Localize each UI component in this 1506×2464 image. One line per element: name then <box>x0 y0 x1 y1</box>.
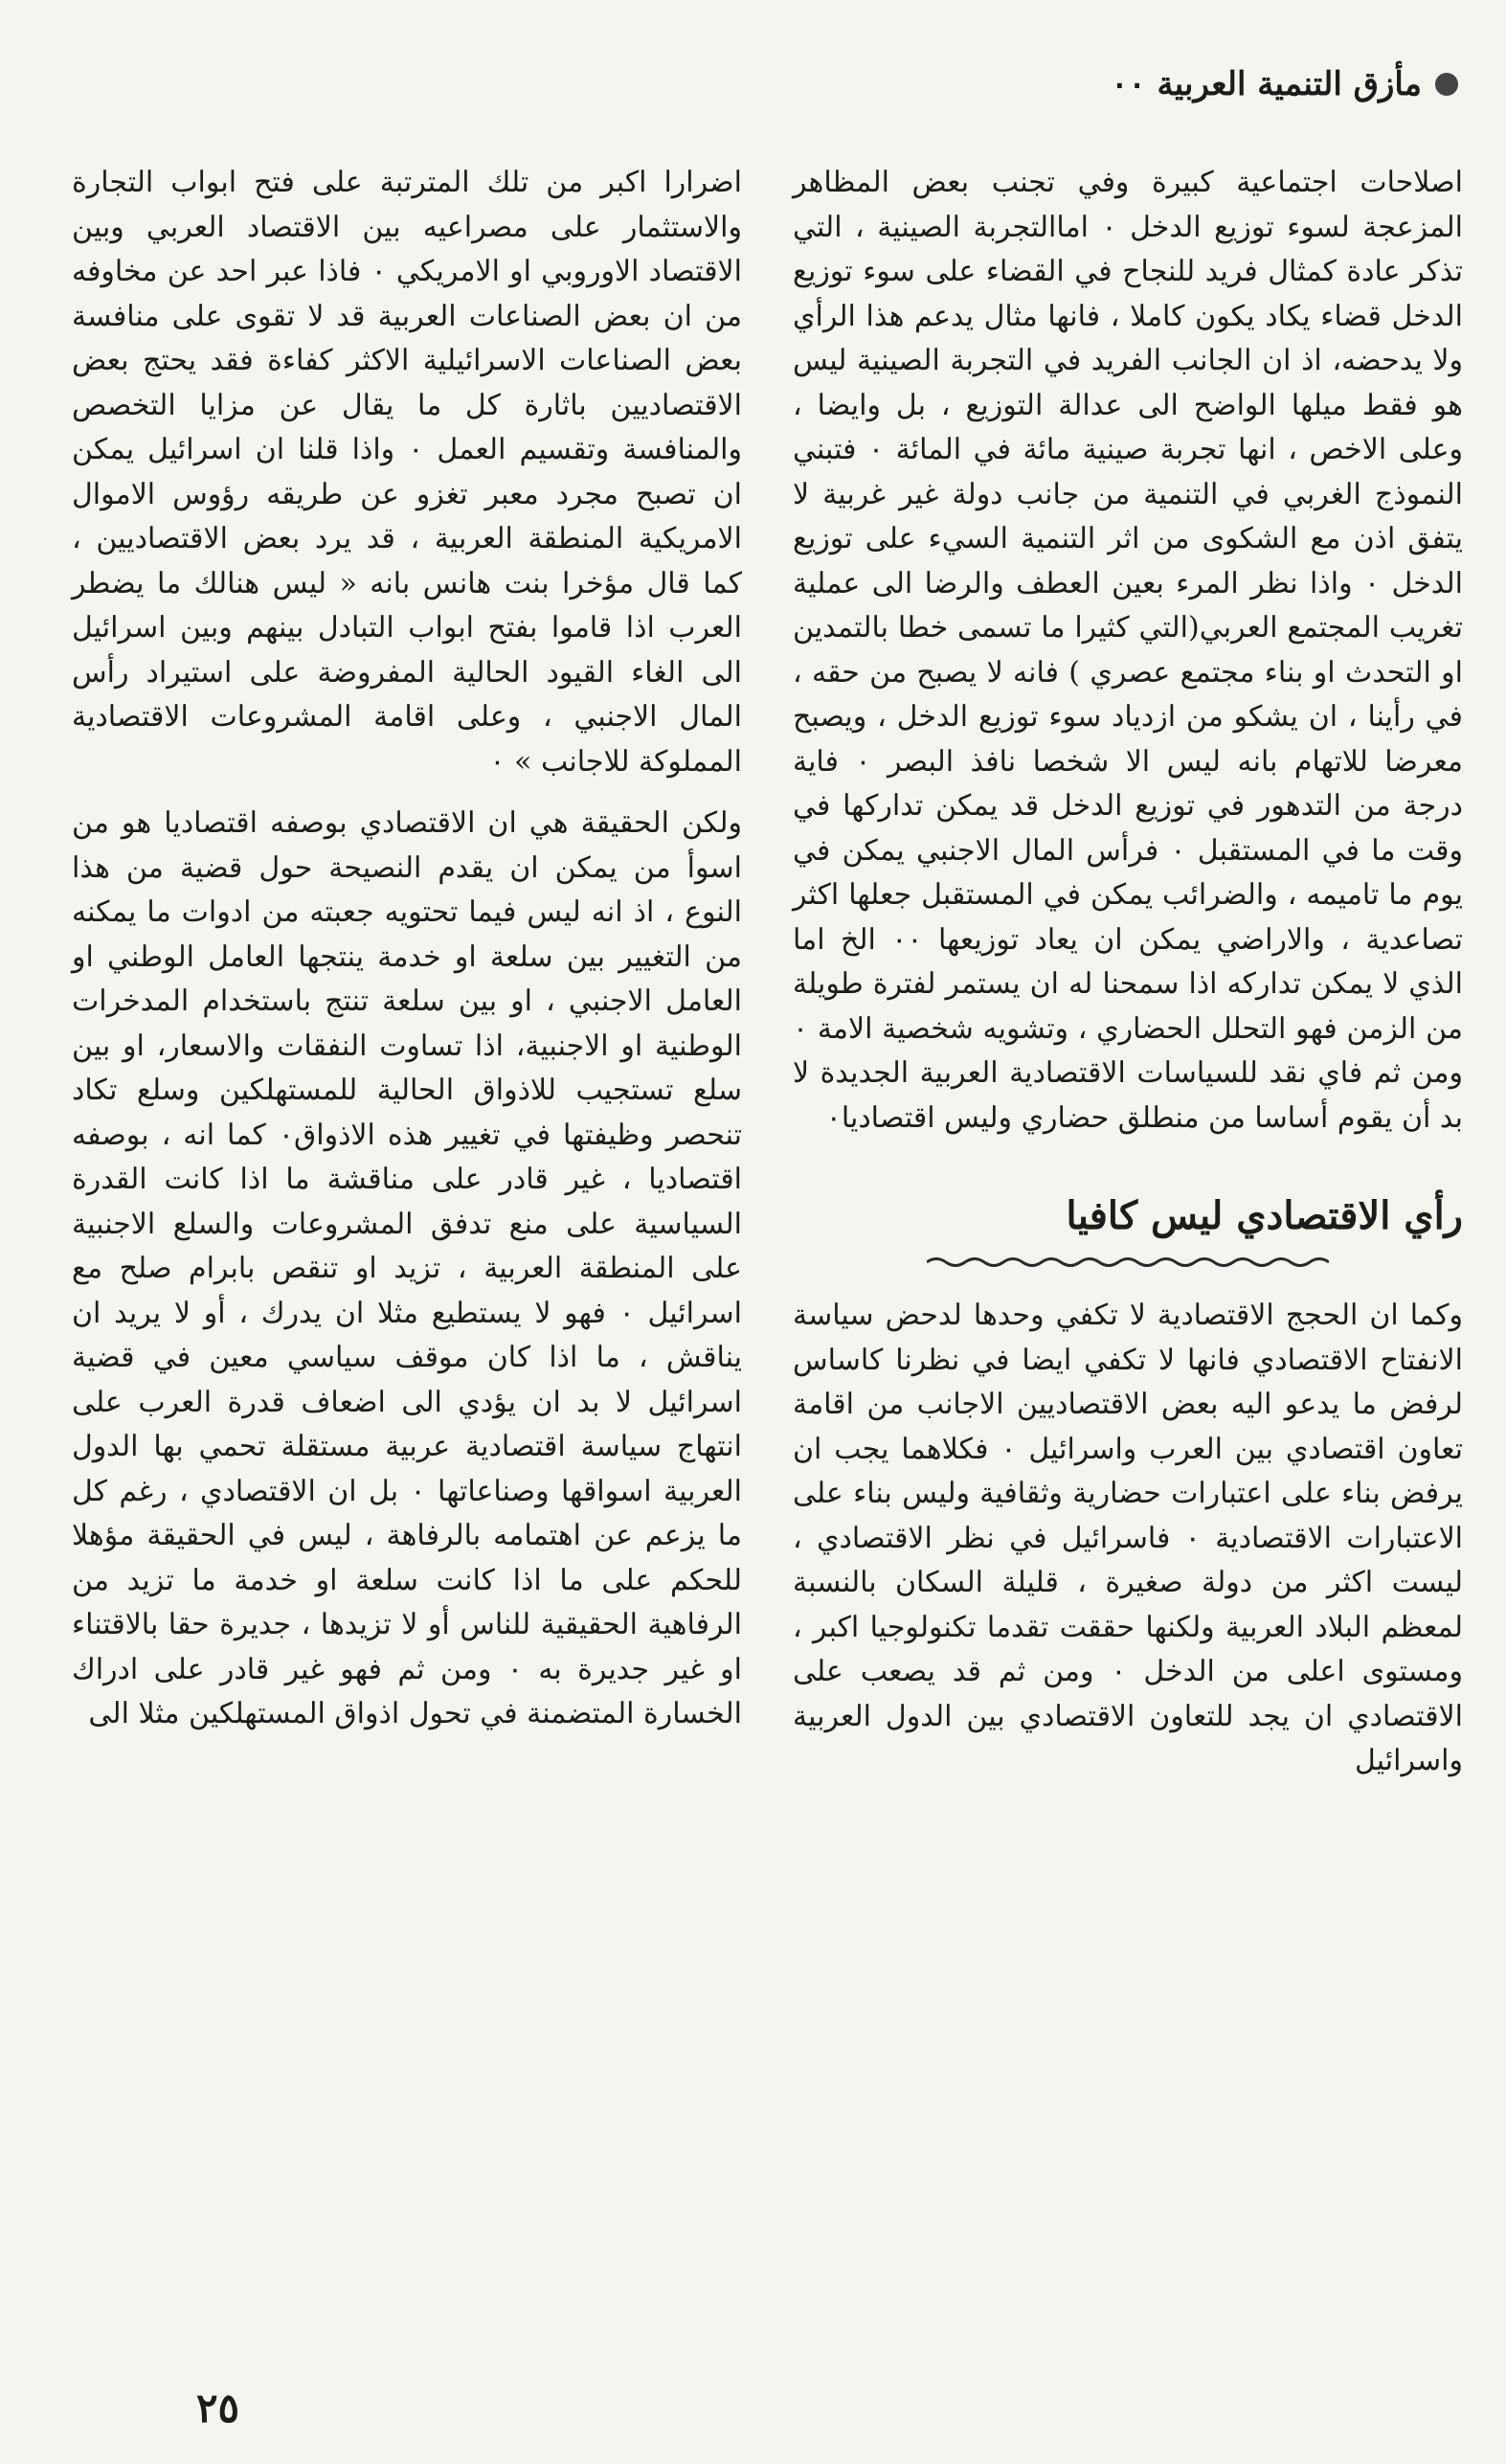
right-paragraph-2: وكما ان الحجج الاقتصادية لا تكفي وحدها لدحض سياسة الانفتاح الاقتصادي فانها لا تكفي ايضا في نظرنا كاساس لرفض ما يدعو اليه بعض الاقتصاديين الاجانب من اقامة تعاون اقتصادي بين العرب واسرائيل ٠ فكلاهما يجب ان يرفض بناء على اعتبارات حضارية وثقافية وليس بناء على الاعتبارات الاقتصادية ٠ فاسرائيل في نظر الاقتصادي ، ليست اكثر من دولة صغيرة ، قليلة السكان بالنسبة لمعظم البلاد العربية ولكنها حققت تقدما تكنولوجيا اكبر ، ومستوى اعلى من الدخل ٠ ومن ثم قد يصعب على الاقتصادي ان يجد للتعاون الاقتصادي بين الدول العربية واسرائيل <box>793 1299 1464 1777</box>
wavy-underline-icon <box>927 1254 1329 1271</box>
right-column <box>793 161 1463 1801</box>
section-heading <box>793 1187 1463 1271</box>
section-heading-text: رأي الاقتصادي ليس كافيا <box>1066 1193 1463 1238</box>
left-paragraph-2: ولكن الحقيقة هي ان الاقتصادي بوصفه اقتصاديا هو من اسوأ من يمكن ان يقدم النصيحة حول قضية من هذا النوع ، اذ انه ليس فيما تحتويه جعبته من ادوات ما يمكنه من التغيير بين سلعة او خدمة ينتجها العامل الوطني او العامل الاجنبي ، او بين سلعة تنتج باستخدام المدخرات الوطنية او الاجنبية، اذا تساوت النفقات والاسعار، او بين سلع تستجيب للاذواق الحالية للمستهلكين وسلع تكاد تنحصر وظيفتها في تغيير هذه الاذواق٠ كما انه ، بوصفه اقتصاديا ، غير قادر على مناقشة ما اذا كانت القدرة السياسية على منع تدفق المشروعات والسلع الاجنبية على المنطقة العربية ، تزيد او تنقص بابرام صلح مع اسرائيل ٠ فهو لا يستطيع مثلا ان يدرك ، أو لا يريد ان يناقش ، ما اذا كان موقف سياسي معين في قضية اسرائيل لا بد ان يؤدي الى اضعاف قدرة العرب على انتهاج سياسة اقتصادية عربية مستقلة تحمي بها الدول العربية اسواقها وصناعاتها ٠ بل ان الاقتصادي ، رغم كل ما يزعم عن اهتمامه بالرفاهة ، ليس في الحقيقة مؤهلا للحكم على ما اذا كانت سلعة او خدمة ما تزيد من الرفاهية الحقيقية للناس أو لا تزيدها ، جديرة حقا بالاقتناء او غير جديرة به ٠ ومن ثم فهو غير قادر على ادراك الخسارة المتضمنة في تحول اذواق المستهلكين مثلا الى <box>72 806 742 1730</box>
header-title: مأزق التنمية العربية ٠٠ <box>1111 65 1422 103</box>
running-header <box>979 56 1458 113</box>
page-number: ٢٥ <box>196 2385 240 2431</box>
header-bullet-icon <box>1435 73 1458 96</box>
left-paragraph-1: اضرارا اكبر من تلك المترتبة على فتح ابواب التجارة والاستثمار على مصراعيه بين الاقتصاد العربي وبين الاقتصاد الاوروبي او الامريكي ٠ فاذا عبر احد عن مخاوفه من ان بعض الصناعات العربية قد لا تقوى على منافسة بعض الصناعات الاسرائيلية الاكثر كفاءة فقد يحتج بعض الاقتصاديين باثارة كل ما يقال عن مزايا التخصص والمنافسة وتقسيم العمل ٠ واذا قلنا ان اسرائيل يمكن ان تصبح مجرد معبر تغزو عن طريقه رؤوس الاموال الامريكية المنطقة العربية ، قد يرد بعض الاقتصاديين ، كما قال مؤخرا بنت هانس بانه « ليس هنالك ما يضطر العرب اذا قاموا بفتح ابواب التبادل بينهم وبين اسرائيل الى الغاء القيود الحالية المفروضة على استيراد رأس المال الاجنبي ، وعلى اقامة المشروعات الاقتصادية المملوكة للاجانب » ٠ <box>72 166 743 779</box>
right-paragraph-1: اصلاحات اجتماعية كبيرة وفي تجنب بعض المظاهر المزعجة لسوء توزيع الدخل ٠ اماالتجربة الصينية ، التي تذكر عادة كمثال فريد للنجاح في القضاء على سوء توزيع الدخل قضاء يكاد يكون كاملا ، فانها مثال يدعم هذا الرأي ولا يدحضه، اذ ان الجانب الفريد في التجربة الصينية ليس هو فقط ميلها الواضح الى عدالة التوزيع ، بل وايضا ، وعلى الاخص ، انها تجربة صينية مائة في المائة ٠ فتبني النموذج الغربي في التنمية من جانب دولة غير غربية لا يتفق اذن مع الشكوى من اثر التنمية السيء على توزيع الدخل ٠ واذا نظر المرء بعين العطف والرضا الى عملية تغريب المجتمع العربي(التي كثيرا ما تسمى خطا بالتمدين او التحدث او بناء مجتمع عصري ) فانه لا يصبح من حقه ، في رأينا ، ان يشكو من ازدياد سوء توزيع الدخل ، ويصبح معرضا للاتهام بانه ليس الا شخصا نافذ البصر ٠ فاية درجة من التدهور في توزيع الدخل قد يمكن تداركها في وقت ما في المستقبل ٠ فرأس المال الاجنبي يمكن في يوم ما تاميمه ، والضرائب يمكن في المستقبل جعلها اكثر تصاعدية ، والاراضي يمكن ان يعاد توزيعها ٠٠ الخ اما الذي لا يمكن تداركه اذا سمحنا له ان يستمر لفترة طويلة من الزمن فهو التحلل الحضاري ، وتشويه شخصية الامة ٠ ومن ثم فاي نقد للسياسات الاقتصادية العربية الجديدة لا بد أن يقوم أساسا من منطلق حضاري وليس اقتصاديا٠ <box>793 166 1464 1135</box>
left-column <box>72 161 742 1754</box>
